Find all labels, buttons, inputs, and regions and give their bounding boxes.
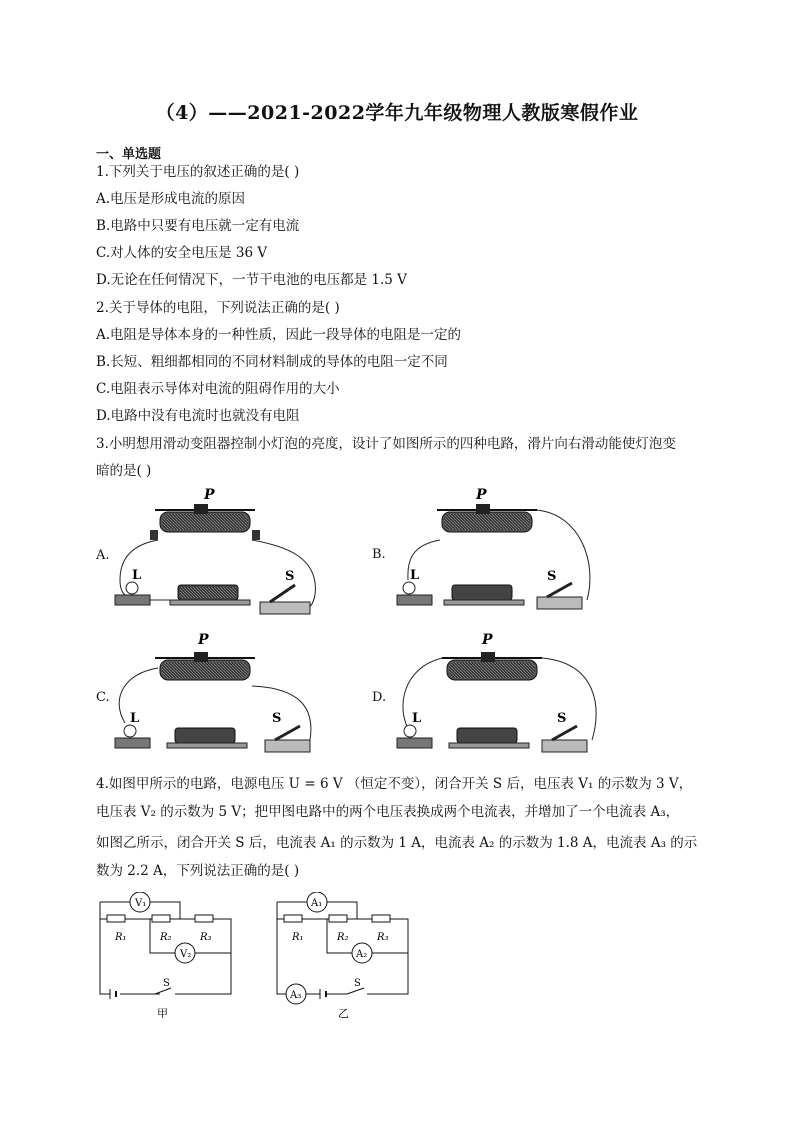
page-title: （4）——2021-2022学年九年级物理人教版寒假作业 — [155, 102, 639, 124]
q4-line2: 电压表 V₂ 的示数为 5 V；把甲图电路中的两个电压表换成两个电流表，并增加了一个电流表 A₃， — [96, 804, 680, 820]
q1-stem: 1.下列关于电压的叙述正确的是( ) — [96, 164, 300, 180]
battery — [170, 585, 250, 605]
q3-circuit-a — [100, 485, 330, 620]
q1-option-d: D.无论在任何情况下，一节干电池的电压都是 1.5 V — [96, 272, 407, 288]
switch-label: S — [547, 569, 557, 584]
slider-label: P — [482, 632, 493, 648]
q3-circuit-c — [100, 628, 330, 763]
rheostat — [442, 652, 542, 680]
q3-fig-label-d: D. — [372, 690, 387, 705]
switch-label: S — [272, 711, 282, 726]
meter-a2-label: A₂ — [356, 949, 368, 960]
section-heading: 一、单选题 — [96, 147, 162, 162]
r1-label: R₁ — [292, 932, 304, 943]
lamp-label: L — [130, 711, 140, 726]
slider-label: P — [198, 632, 209, 648]
lamp — [397, 725, 432, 748]
q1-option-b: B.电路中只要有电压就一定有电流 — [96, 218, 300, 234]
q3-fig-label-b: B. — [372, 547, 386, 562]
lamp — [115, 725, 150, 748]
q4-line1: 4.如图甲所示的电路，电源电压 U = 6 V （恒定不变），闭合开关 S 后，电压表 V₁ 的示数为 3 V， — [96, 776, 693, 792]
battery — [167, 728, 247, 748]
q4-circuit-yi — [272, 892, 417, 1022]
q3-fig-label-a: A. — [96, 548, 110, 563]
q4-line3: 如图乙所示，闭合开关 S 后，电流表 A₁ 的示数为 1 A，电流表 A₂ 的示数为 1.8 A，电流表 A₃ 的示 — [96, 835, 698, 851]
r2-label: R₂ — [160, 932, 172, 943]
switch — [260, 585, 310, 614]
slider-label: P — [476, 487, 487, 503]
lamp-label: L — [132, 568, 142, 583]
lamp-label: L — [412, 711, 422, 726]
q4-line4: 数为 2.2 A，下列说法正确的是( ) — [96, 863, 300, 879]
q4-circuit-jia — [95, 892, 240, 1022]
q3-fig-label-c: C. — [96, 690, 110, 705]
rheostat — [155, 652, 255, 680]
switch-label: S — [163, 978, 170, 989]
q2-option-a: A.电阻是导体本身的一种性质，因此一段导体的电阻是一定的 — [96, 327, 462, 343]
slider-label: P — [204, 487, 215, 503]
q2-option-d: D.电路中没有电流时也就没有电阻 — [96, 408, 300, 424]
q2-option-c: C.电阻表示导体对电流的阻碍作用的大小 — [96, 381, 340, 397]
lamp-label: L — [410, 568, 420, 583]
meter-a3-label: A₃ — [290, 990, 302, 1001]
rheostat — [150, 504, 260, 540]
q3-stem-line1: 3.小明想用滑动变阻器控制小灯泡的亮度，设计了如图所示的四种电路，滑片向右滑动能使灯泡变 — [96, 436, 676, 452]
meter-v1-label: V₁ — [135, 898, 147, 909]
switch-label: S — [557, 711, 567, 726]
battery — [444, 585, 524, 605]
q2-stem: 2.关于导体的电阻，下列说法正确的是( ) — [96, 300, 340, 316]
q1-option-a: A.电压是形成电流的原因 — [96, 191, 246, 207]
figure-caption-yi: 乙 — [338, 1007, 349, 1020]
rheostat — [437, 504, 537, 532]
lamp — [397, 582, 432, 605]
q3-stem-line2: 暗的是( ) — [96, 463, 152, 479]
meter-v2-label: V₂ — [180, 949, 192, 960]
figure-caption-jia: 甲 — [157, 1007, 168, 1020]
q1-option-c: C.对人体的安全电压是 36 V — [96, 245, 268, 261]
r2-label: R₂ — [337, 932, 349, 943]
switch — [537, 583, 582, 609]
q3-circuit-b — [382, 485, 612, 620]
battery — [449, 728, 529, 748]
switch-label: S — [285, 569, 295, 584]
q3-circuit-d — [382, 628, 612, 763]
q2-option-b: B.长短、粗细都相同的不同材料制成的导体的电阻一定不同 — [96, 354, 448, 370]
meter-a1-label: A₁ — [311, 898, 323, 909]
r1-label: R₁ — [115, 932, 127, 943]
r3-label: R₃ — [200, 932, 212, 943]
switch-label: S — [354, 978, 361, 989]
switch — [265, 726, 310, 752]
r3-label: R₃ — [377, 932, 389, 943]
switch — [542, 726, 587, 752]
